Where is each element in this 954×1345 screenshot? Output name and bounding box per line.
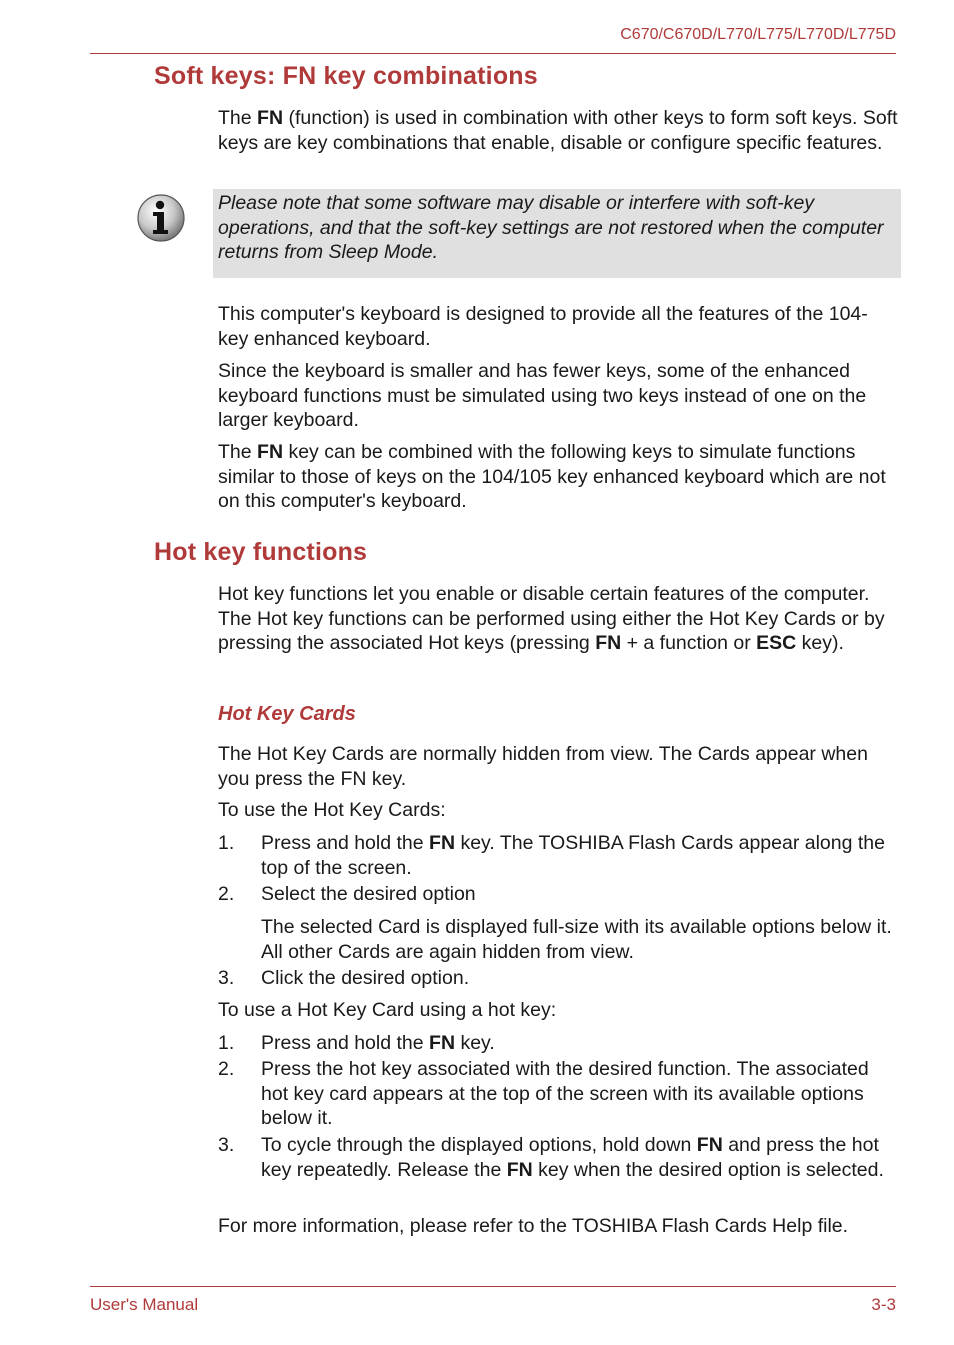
list-text: Click the desired option. <box>261 967 470 989</box>
section-title-soft-keys: Soft keys: FN key combinations <box>154 62 538 90</box>
soft-keys-paragraph-2: This computer's keyboard is designed to provide all the features of the 104-key enhanced keyboard. <box>218 303 868 350</box>
list-text: Press and hold the FN key. The TOSHIBA Flash Cards appear along the top of the screen. <box>261 832 885 879</box>
soft-keys-paragraph-3: Since the keyboard is smaller and has fewer keys, some of the enhanced keyboard functions must be simulated using two keys instead of one on the larger keyboard. <box>218 360 867 431</box>
to-use-hot-key-label: To use a Hot Key Card using a hot key: <box>218 999 557 1021</box>
list-number: 2. <box>218 883 235 905</box>
list-number: 1. <box>218 832 235 854</box>
section-title-hot-key-functions: Hot key functions <box>154 538 368 566</box>
hot-key-cards-paragraph: The Hot Key Cards are normally hidden from view. The Cards appear when you press the FN key. <box>218 743 868 790</box>
list-text: Select the desired option <box>261 883 476 905</box>
header-rule <box>90 53 896 54</box>
footer-manual-title: User's Manual <box>90 1295 199 1314</box>
subsection-title-hot-key-cards: Hot Key Cards <box>218 703 356 725</box>
note-text: Please note that some software may disable or interfere with soft-key operations, and that the soft-key settings are not restored when the computer returns from Sleep Mode. <box>218 192 884 263</box>
list-sub-paragraph: The selected Card is displayed full-size with its available options below it. All other Cards are again hidden from view. <box>261 916 892 963</box>
footer-rule <box>90 1286 896 1287</box>
more-info-paragraph: For more information, please refer to the TOSHIBA Flash Cards Help file. <box>218 1215 849 1237</box>
footer-page-number: 3-3 <box>871 1295 896 1314</box>
page-header-model: C670/C670D/L770/L775/L770D/L775D <box>620 26 896 43</box>
list-number: 3. <box>218 1134 235 1156</box>
list-text: To cycle through the displayed options, hold down FN and press the hot key repeatedly. Release the FN key when the desired option is selected. <box>261 1134 884 1181</box>
list-text: Press and hold the FN key. <box>261 1032 495 1054</box>
info-icon <box>136 193 186 243</box>
hot-key-intro: Hot key functions let you enable or disable certain features of the computer. The Hot key functions can be performed using either the Hot Key Cards or by pressing the associated Hot keys (pressing FN + a function or ESC key). <box>218 583 885 654</box>
soft-keys-intro: The FN (function) is used in combination with other keys to form soft keys. Soft keys are key combinations that enable, disable or configure specific features. <box>218 107 898 154</box>
list-number: 2. <box>218 1058 235 1080</box>
list-number: 3. <box>218 967 235 989</box>
soft-keys-paragraph-4: The FN key can be combined with the following keys to simulate functions similar to those of keys on the 104/105 key enhanced keyboard which are not on this computer's keyboard. <box>218 441 886 512</box>
to-use-cards-label: To use the Hot Key Cards: <box>218 799 446 821</box>
list-number: 1. <box>218 1032 235 1054</box>
list-text: Press the hot key associated with the desired function. The associated hot key card appears at the top of the screen with its available options below it. <box>261 1058 869 1129</box>
